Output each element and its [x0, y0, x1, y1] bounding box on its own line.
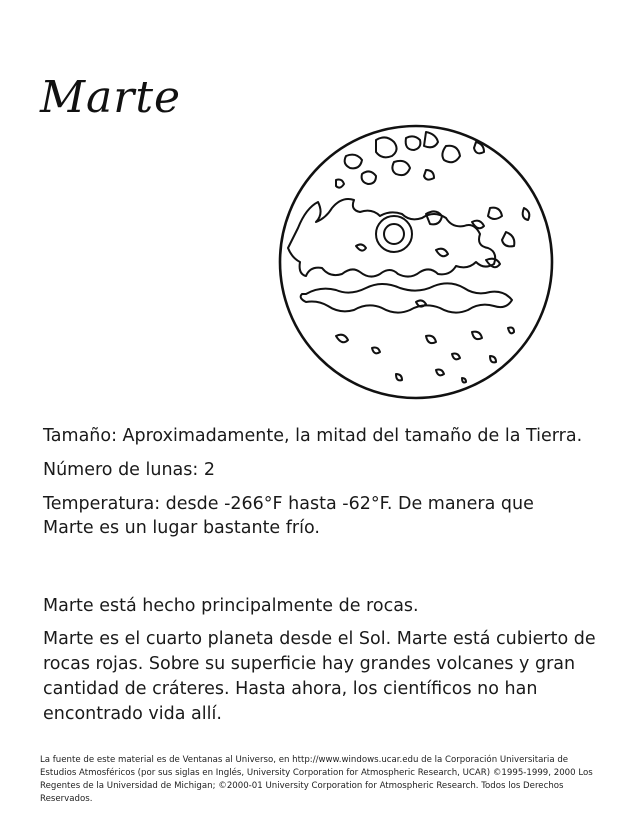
description-paragraph-2: Marte es el cuarto planeta desde el Sol. Marte está cubierto de rocas rojas. Sobre su superficie hay grandes volcanes y gran cantidad de cráteres. Hasta ahora, los científicos no han encontrado vida allí. [43, 629, 596, 724]
description-paragraph-1: Marte está hecho principalmente de rocas. [43, 596, 419, 616]
mars-planet-illustration [276, 122, 556, 402]
fact-size: Tamaño: Aproximadamente, la mitad del tamaño de la Tierra. [43, 426, 583, 446]
fact-temperature-line-2: Marte es un lugar bastante frío. [43, 518, 320, 538]
fact-moons: Número de lunas: 2 [43, 460, 215, 480]
fact-temperature-line-1: Temperatura: desde -266°F hasta -62°F. De manera que [43, 494, 534, 514]
page-title: Marte [40, 72, 182, 123]
mars-facts [43, 424, 603, 540]
source-credit: La fuente de este material es de Ventanas al Universo, en http://www.windows.ucar.edu de la Corporación Universitaria de Estudios Atmosféricos (por sus siglas en Inglés, University Corporation for Atmospheric Research, UCAR) ©1995-1999, 2000 Los Regentes de la Universidad de Michigan; ©2000-01 University Corporation for Atmospheric Research. Todos los Derechos Reservados. [40, 755, 593, 804]
mars-description [43, 594, 603, 727]
